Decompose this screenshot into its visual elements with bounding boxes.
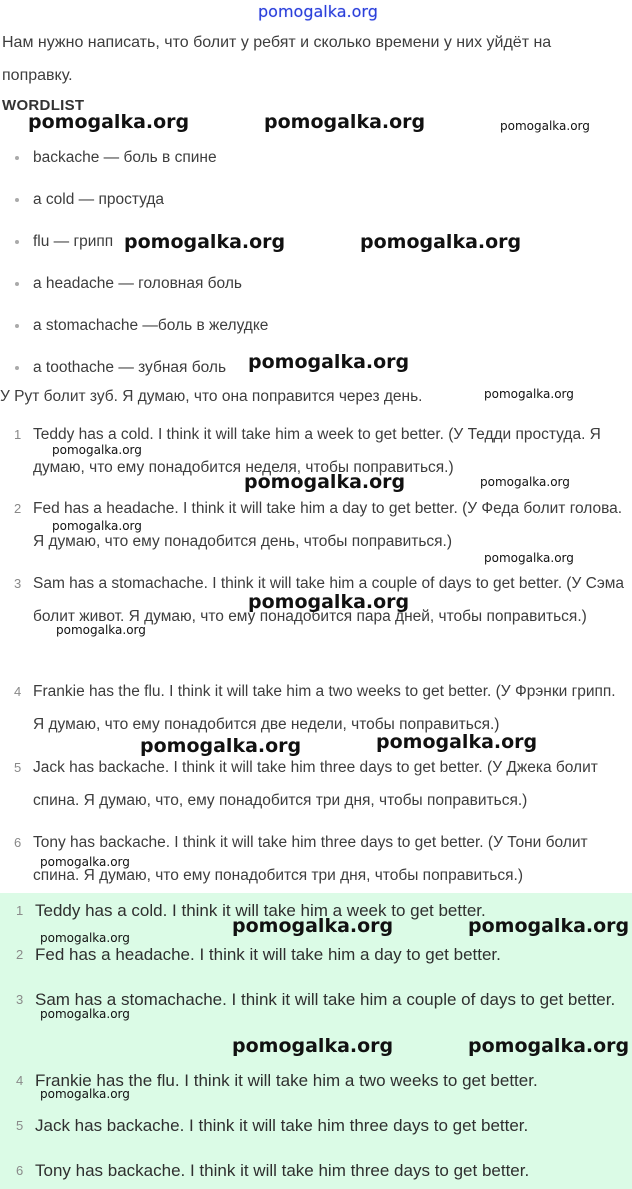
word-text: flu — грипп: [33, 233, 114, 250]
word-text: a headache — головная боль: [33, 275, 242, 292]
final-answer-number: 2: [16, 947, 24, 962]
bullet-icon: [15, 198, 19, 202]
word-text: a cold — простуда: [33, 191, 165, 208]
answer-item: [0, 751, 632, 817]
answer-number: 6: [14, 835, 22, 850]
word-item: [0, 263, 268, 305]
word-text: a stomachache —боль в желудке: [33, 317, 269, 334]
final-answer-text: Tony has backache. I think it will take him three days to get better.: [35, 1161, 530, 1180]
watermark: pomogalka.org: [248, 351, 410, 373]
final-answer-text: Frankie has the flu. I think it will take him a two weeks to get better.: [35, 1071, 538, 1090]
final-answer-item: [0, 1153, 632, 1189]
watermark: pomogalka.org: [28, 111, 190, 133]
watermark: pomogalka.org: [484, 551, 574, 565]
watermark: pomogalka.org: [40, 931, 130, 945]
watermark: pomogalka.org: [52, 519, 142, 533]
word-item: [0, 305, 268, 347]
answer-text: Teddy has a cold. I think it will take him a week to get better. (У Тедди простуда. Я думаю, что ему понадобится неделя, чтобы поправиться.): [33, 426, 601, 476]
word-item: [0, 137, 268, 179]
answer-text: Sam has a stomachache. I think it will take him a couple of days to get better. (У Сэма болит живот. Я думаю, что ему понадобится пара дней, чтобы поправиться.): [33, 575, 624, 625]
watermark: pomogalka.org: [480, 475, 570, 489]
watermark: pomogalka.org: [124, 231, 286, 253]
final-answer-text: Jack has backache. I think it will take him three days to get better.: [35, 1116, 529, 1135]
watermark: pomogalka.org: [244, 471, 406, 493]
answer-text: Frankie has the flu. I think it will take him a two weeks to get better. (У Фрэнки грипп. Я думаю, что ему понадобится две недели, чтобы поправиться.): [33, 683, 616, 733]
answer-text: Tony has backache. I think it will take him three days to get better. (У Тони болит спина. Я думаю, что ему понадобится три дня, чтобы поправиться.): [33, 834, 588, 884]
final-answer-text: Teddy has a cold. I think it will take him a week to get better.: [35, 901, 486, 920]
word-text: backache — боль в спине: [33, 149, 217, 166]
watermark: pomogalka.org: [264, 111, 426, 133]
answer-item: [0, 675, 632, 741]
answer-text: Jack has backache. I think it will take him three days to get better. (У Джека болит спина. Я думаю, что, ему понадобится три дня, чтобы поправиться.): [33, 759, 598, 809]
answer-number: 3: [14, 576, 22, 591]
final-answer-number: 3: [16, 992, 24, 1007]
word-text: a toothache — зубная боль: [33, 359, 227, 376]
answer-number: 4: [14, 684, 22, 699]
watermark: pomogalka.org: [40, 1087, 130, 1101]
final-answer-text: Sam has a stomachache. I think it will take him a couple of days to get better.: [35, 990, 616, 1009]
final-answer-number: 5: [16, 1118, 24, 1133]
watermark: pomogalka.org: [248, 591, 410, 613]
answer-number: 2: [14, 501, 22, 516]
watermark: pomogalka.org: [376, 731, 538, 753]
example-sentence: У Рут болит зуб. Я думаю, что она поправится через день.: [0, 388, 423, 405]
bullet-icon: [15, 156, 19, 160]
watermark: pomogalka.org: [232, 915, 394, 937]
watermark: pomogalka.org: [468, 915, 630, 937]
watermark: pomogalka.org: [468, 1035, 630, 1057]
watermark: pomogalka.org: [56, 623, 146, 637]
watermark: pomogalka.org: [52, 443, 142, 457]
answer-number: 5: [14, 760, 22, 775]
bullet-icon: [15, 366, 19, 370]
word-item: [0, 179, 268, 221]
answer-text: Fed has a headache. I think it will take him a day to get better. (У Феда болит голова. Я думаю, что ему понадобится день, чтобы поправиться.): [33, 500, 623, 550]
watermark: pomogalka.org: [360, 231, 522, 253]
watermark: pomogalka.org: [484, 387, 574, 401]
final-answer-item: [0, 1108, 632, 1144]
watermark: pomogalka.org: [40, 855, 130, 869]
final-answer-number: 1: [16, 903, 24, 918]
task-intro: Нам нужно написать, что болит у ребят и сколько времени у них уйдёт на поправку.: [2, 34, 552, 84]
bullet-icon: [15, 240, 19, 244]
watermark: pomogalka.org: [40, 1007, 130, 1021]
watermark: pomogalka.org: [500, 119, 590, 133]
final-answer-number: 6: [16, 1163, 24, 1178]
wordlist-heading: WORDLIST: [2, 97, 85, 114]
bullet-icon: [15, 282, 19, 286]
bullet-icon: [15, 324, 19, 328]
answer-number: 1: [14, 427, 22, 442]
watermark: pomogalka.org: [232, 1035, 394, 1057]
word-item: [0, 347, 268, 389]
wordlist: [0, 137, 268, 389]
watermark-top-link[interactable]: pomogalka.org: [258, 2, 378, 21]
final-answer-text: Fed has a headache. I think it will take him a day to get better.: [35, 945, 501, 964]
final-answer-number: 4: [16, 1073, 24, 1088]
watermark: pomogalka.org: [140, 735, 302, 757]
